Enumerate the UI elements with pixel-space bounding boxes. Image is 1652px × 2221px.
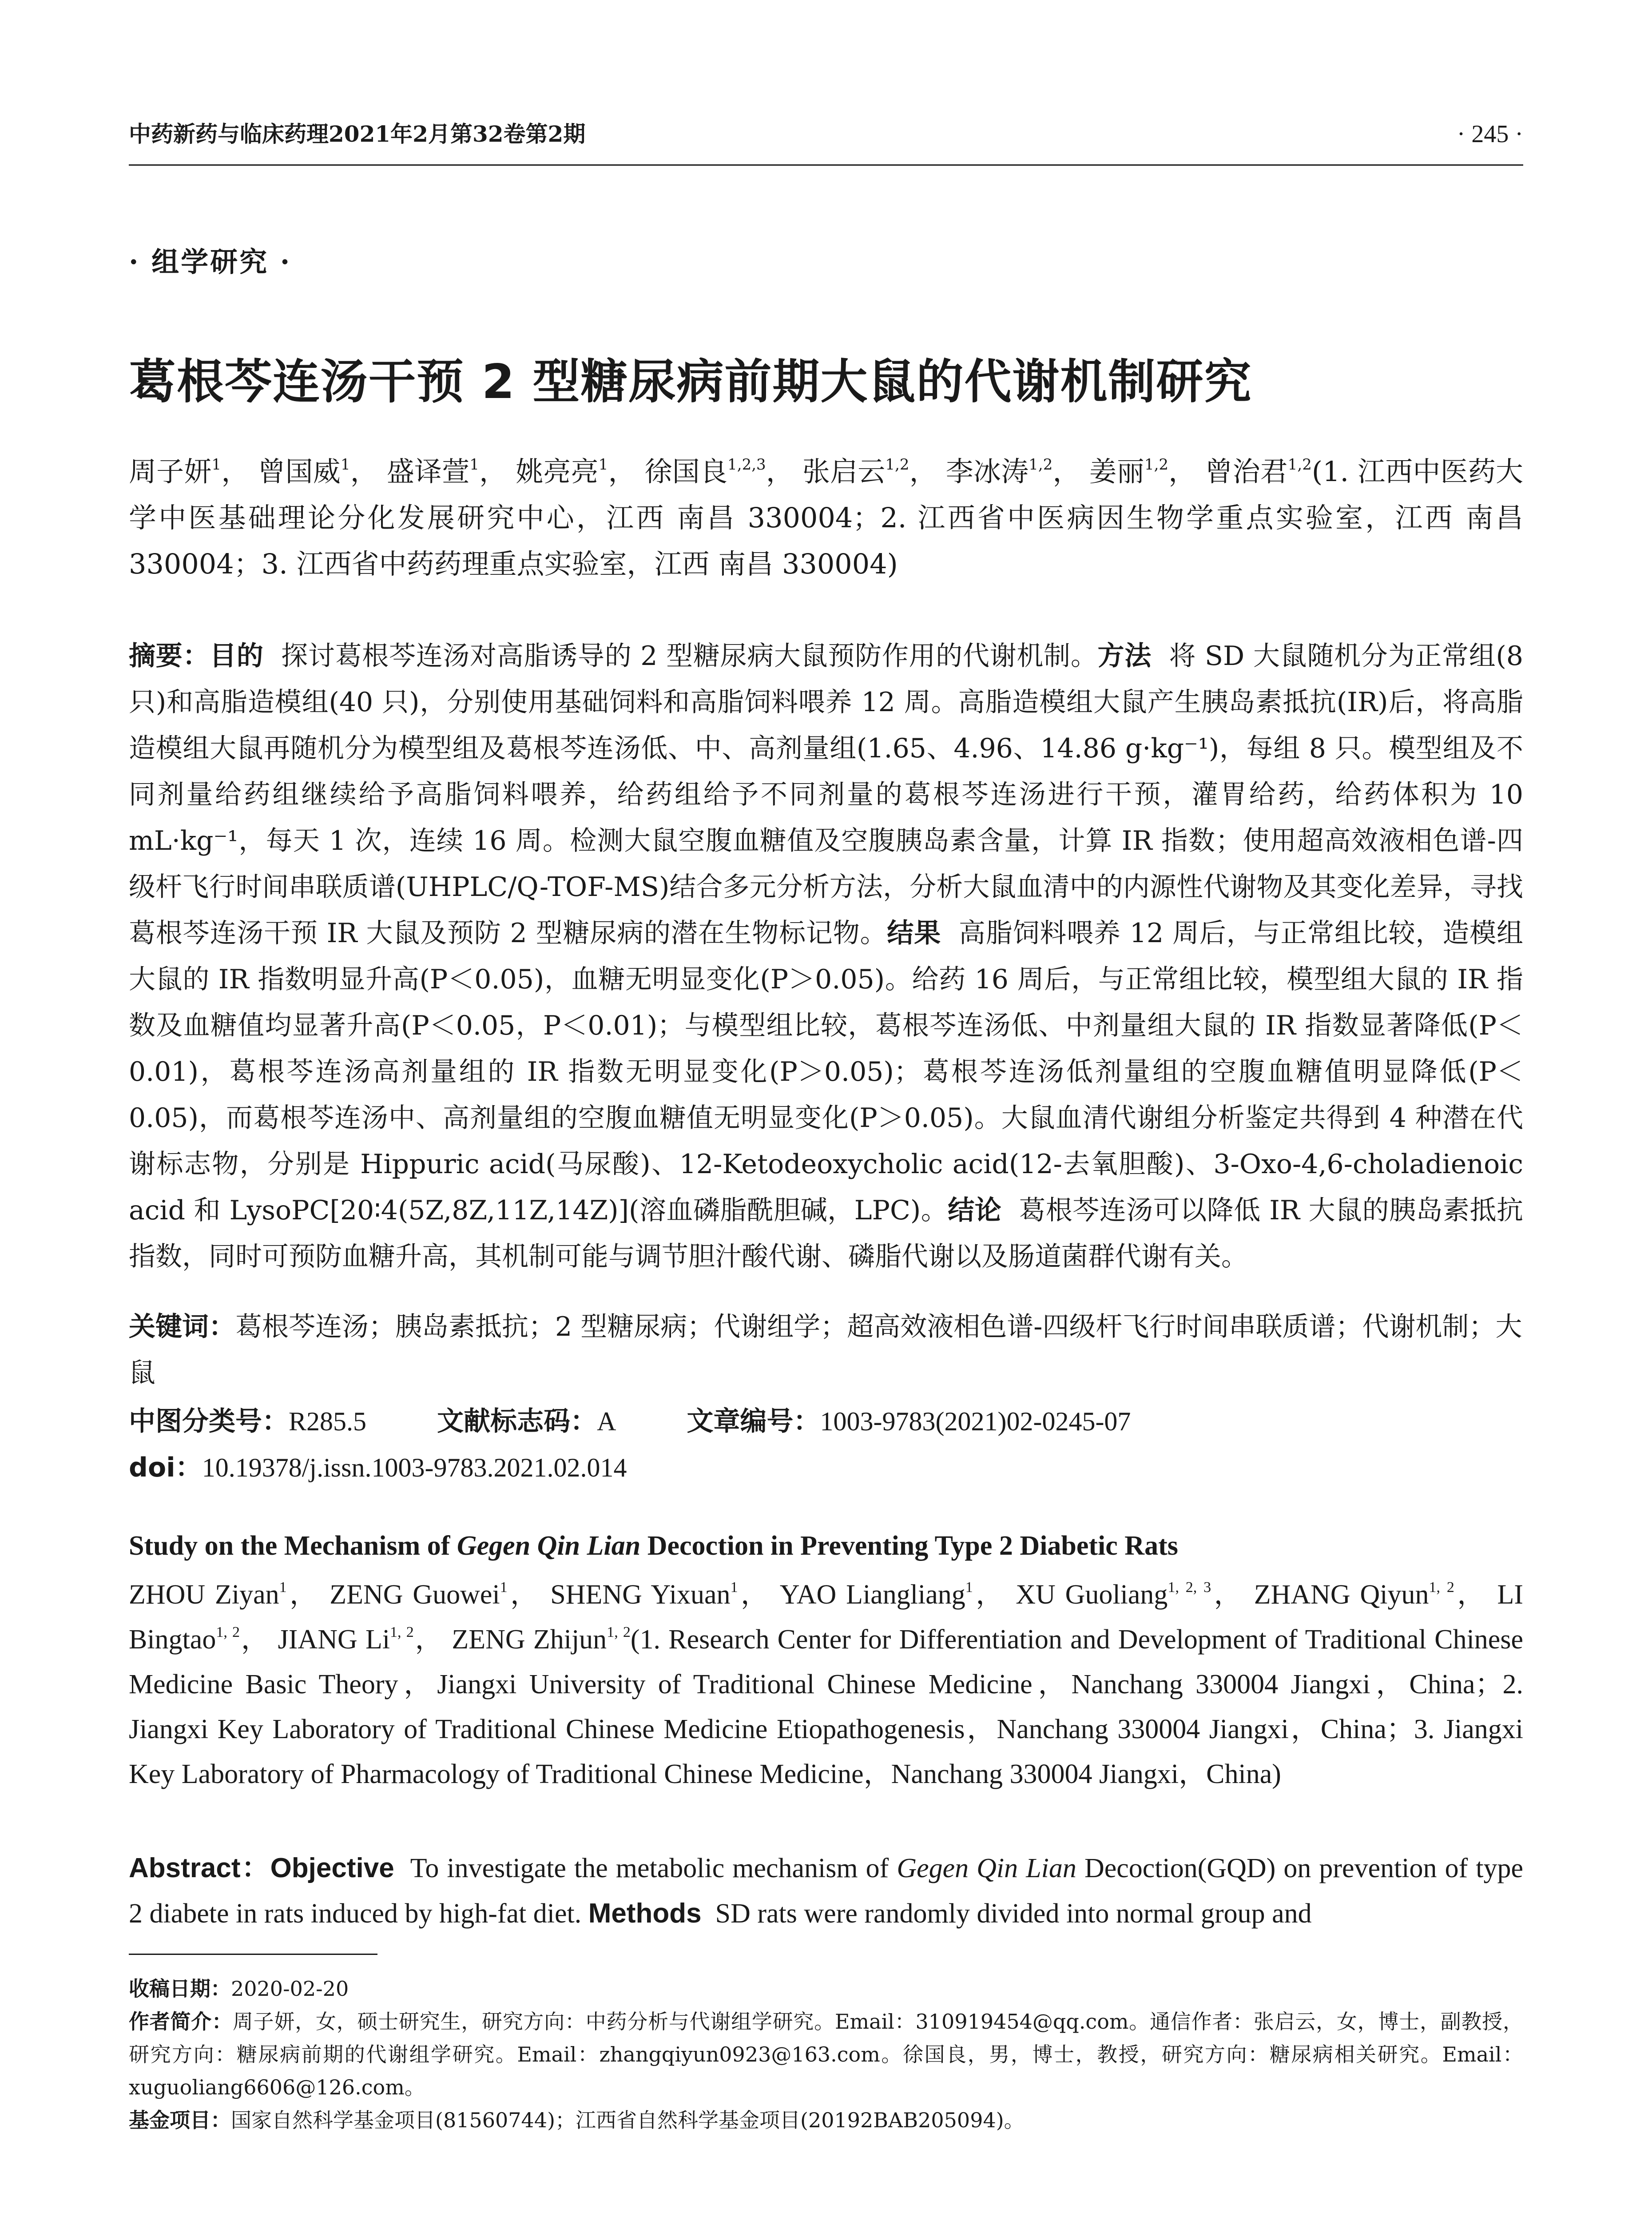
received-label: 收稿日期： <box>129 1977 231 2001</box>
author-affiliation-mark: 1 <box>279 1579 287 1596</box>
author-affiliation-mark: 1 <box>730 1579 738 1596</box>
objective-en-label: Objective <box>270 1853 394 1883</box>
author-name-en: ZHANG Qiyun <box>1254 1580 1429 1610</box>
author-bio-label: 作者简介： <box>129 2010 233 2034</box>
methods-text: 将 SD 大鼠随机分为正常组(8 只)和高脂造模组(40 只)，分别使用基础饲料和高脂饲料喂养 12 周。高脂造模组大鼠产生胰岛素抵抗(IR)后，将高脂造模组大鼠再随机分为模型组及葛根芩连汤低、中、高剂量组(1.65、4.96、14.86 g·kg⁻¹)，每组 8 只。模型组及不同剂量给药组继续给予高脂饲料喂养，给药组给予不同剂量的葛根芩连汤进行干预，灌胃给药，给药体积为 10 mL·kg⁻¹，每天 1 次，连续 16 周。检测大鼠空腹血糖值及空腹胰岛素含量，计算 IR 指数；使用超高效液相色谱-四级杆飞行时间串联质谱(UHPLC/Q-TOF-MS)结合多元分析方法，分析大鼠血清中的内源性代谢物及其变化差异，寻找葛根芩连汤干预 IR 大鼠及预防 2 型糖尿病的潜在生物标记物。 <box>129 641 1524 949</box>
header-divider <box>129 164 1523 166</box>
objective-en-italic: Gegen Qin Lian <box>897 1853 1076 1883</box>
clc-label: 中图分类号： <box>129 1406 289 1437</box>
author-affiliation-mark: 1, 2, 3 <box>1168 1579 1211 1596</box>
author-name: 曾国威 <box>258 455 341 488</box>
author-name: 盛译萱 <box>386 455 470 488</box>
author-affiliation-mark: 1,2,3 <box>727 456 766 474</box>
author-affiliation-mark: 1, 2 <box>390 1624 414 1640</box>
fund-label: 基金项目： <box>129 2108 231 2132</box>
doc-code-value: A <box>597 1407 616 1436</box>
objective-label: 目的 <box>210 641 264 672</box>
classification-line <box>129 1398 1523 1445</box>
footnote-received <box>129 1972 1523 2005</box>
author-affiliation-mark: 1 <box>598 456 608 474</box>
author-name: 曾治君 <box>1205 455 1288 488</box>
author-affiliation-mark: 1 <box>500 1579 508 1596</box>
author-affiliation-mark: 1 <box>211 456 222 474</box>
article-no-label: 文章编号： <box>687 1406 820 1437</box>
results-text: 高脂饲料喂养 12 周后，与正常组比较，造模组大鼠的 IR 指数明显升高(P＜0.05)，血糖无明显变化(P＞0.05)。给药 16 周后，与正常组比较，模型组大鼠的 IR 指数及血糖值均显著升高(P＜0.05，P＜0.01)；与模型组比较，葛根芩连汤低、中剂量组大鼠的 IR 指数显著降低(P＜0.01)，葛根芩连汤高剂量组的 IR 指数无明显变化(P＞0.05)；葛根芩连汤低剂量组的空腹血糖值明显降低(P＜0.05)，而葛根芩连汤中、高剂量组的空腹血糖值无明显变化(P＞0.05)。大鼠血清代谢组分析鉴定共得到 4 种潜在代谢标志物，分别是 Hippuric acid(马尿酸)、12-Ketodeoxycholic acid(12-去氧胆酸)、3-Oxo-4,6-choladienoic acid 和 LysoPC[20∶4(5Z,8Z,11Z,14Z)](溶血磷脂酰胆碱，LPC)。 <box>129 918 1524 1226</box>
article-title-cn: 葛根芩连汤干预 2 型糖尿病前期大鼠的代谢机制研究 <box>129 354 1252 409</box>
doi-label: doi： <box>129 1452 202 1483</box>
clc-value: R285.5 <box>289 1407 367 1436</box>
author-name: 姚亮亮 <box>516 455 599 488</box>
doi-link[interactable]: 10.19378/j.issn.1003-9783.2021.02.014 <box>202 1453 627 1482</box>
results-label: 结果 <box>887 918 941 949</box>
author-name-en: XU Guoliang <box>1016 1580 1168 1610</box>
title-en-part: Study on the Mechanism of <box>129 1531 457 1561</box>
article-no-value: 1003-9783(2021)02-0245-07 <box>820 1407 1131 1436</box>
footnote-author <box>129 2005 1523 2104</box>
doc-code-label: 文献标志码： <box>437 1406 597 1437</box>
author-name-en: ZENG Guowei <box>330 1580 500 1610</box>
keywords-label: 关键词： <box>129 1311 235 1342</box>
author-affiliation-mark: 1,2 <box>1287 456 1312 474</box>
article-title-en <box>129 1530 1523 1562</box>
footnote-fund <box>129 2104 1523 2137</box>
author-name: 周子妍 <box>129 455 212 488</box>
journal-issue: 中药新药与临床药理2021年2月第32卷第2期 <box>129 121 586 147</box>
author-affiliation-mark: 1, 2 <box>216 1624 240 1640</box>
author-affiliation-mark: 1, 2 <box>607 1624 631 1640</box>
conclusion-label: 结论 <box>948 1195 1002 1226</box>
footnotes <box>129 1972 1523 2137</box>
page-number: · 245 · <box>1457 120 1523 148</box>
abstract-label: 摘要： <box>129 641 210 672</box>
authors-cn: 周子妍$^1$， 曾国威$^1$， 盛译萱$^1$， 姚亮亮$^1$， 徐国良$^{1,2,3}$， 张启云$^{1,2}$， 李冰涛$^{1,2}$， 姜丽$^{1,2}$， 曾治君$^{1,2}$(1. 江西中医药大学中医基础理论分化发展研究中心，江西 南昌 330004；2. 江西省中医病因生物学重点实验室，江西 南昌 330004；3. 江西省中药药理重点实验室，江西 南昌 330004) <box>129 455 1523 580</box>
author-name-en: JIANG Li <box>278 1624 390 1655</box>
keywords-text: 葛根芩连汤；胰岛素抵抗；2 型糖尿病；代谢组学；超高效液相色谱-四级杆飞行时间串联质谱；代谢机制；大鼠 <box>129 1311 1522 1389</box>
objective-en-text: Decoction(GQD) on prevention of type 2 diabete in rats induced by high-fat diet. <box>129 1853 1523 1929</box>
author-name-en: SHENG Yixuan <box>550 1580 731 1610</box>
received-date: 2020-02-20 <box>231 1977 349 2001</box>
author-name: 姜丽 <box>1089 455 1144 488</box>
doi-line <box>129 1445 627 1491</box>
fund-text: 国家自然科学基金项目(81560744)；江西省自然科学基金项目(20192BAB205094)。 <box>231 2108 1025 2132</box>
author-affiliation-mark: 1 <box>340 456 350 474</box>
objective-text: 探讨葛根芩连汤对高脂诱导的 2 型糖尿病大鼠预防作用的代谢机制。 <box>281 641 1098 672</box>
conclusion-text: 葛根芩连汤可以降低 IR 大鼠的胰岛素抵抗指数，同时可预防血糖升高，其机制可能与调节胆汁酸代谢、磷脂代谢以及肠道菌群代谢有关。 <box>129 1195 1524 1272</box>
methods-en-label: Methods <box>588 1898 702 1929</box>
author-affiliation-mark: 1,2 <box>885 456 909 474</box>
affiliations-cn: (1. 江西中医药大学中医基础理论分化发展研究中心，江西 南昌 330004；2. 江西省中医病因生物学重点实验室，江西 南昌 330004；3. 江西省中药药理重点实验室，江西 南昌 330004) <box>129 455 1523 580</box>
abstract-en-label: Abstract： <box>129 1853 270 1883</box>
author-affiliation-mark: 1 <box>965 1579 973 1596</box>
abstract-en <box>129 1846 1523 1936</box>
author-name-en: YAO Liangliang <box>779 1580 965 1610</box>
author-name: 张启云 <box>802 455 886 488</box>
affiliations-en: (1. Research Center for Differentiation and Development of Traditional Chinese Medicine Basic Theory，Jiangxi University of Traditional Chinese Medicine，Nanchang 330004 Jiangxi，China；2. Jiangxi Key Laboratory of Traditional Chinese Medicine Etiopathogenesis，Nanchang 330004 Jiangxi，China；3. Jiangxi Key Laboratory of Pharmacology of Traditional Chinese Medicine，Nanchang 330004 Jiangxi，China) <box>129 1624 1523 1789</box>
title-en-part: Decoction in Preventing Type 2 Diabetic Rats <box>640 1531 1178 1561</box>
column-label: · 组学研究 · <box>129 246 292 278</box>
author-name: 徐国良 <box>644 455 728 488</box>
author-name: 李冰涛 <box>945 455 1029 488</box>
author-name-en: ZHOU Ziyan <box>129 1580 279 1610</box>
authors-en: ZHOU Ziyan$^1$， ZENG Guowei$^1$， SHENG Yixuan$^1$， YAO Liangliang$^1$， XU Guoliang$^{1, 2, 3}$， ZHANG Qiyun$^{1, 2}$， LI Bingtao$^{1, 2}$， JIANG Li$^{1, 2}$， ZENG Zhijun$^{1, 2}$(1. Research Center for Differentiation and Development of Traditional Chinese Medicine Basic Theory，Jiangxi University of Traditional Chinese Medicine，Nanchang 330004 Jiangxi，China；2. Jiangxi Key Laboratory of Traditional Chinese Medicine Etiopathogenesis，Nanchang 330004 Jiangxi，China；3. Jiangxi Key Laboratory of Pharmacology of Traditional Chinese Medicine，Nanchang 330004 Jiangxi，China) <box>129 1579 1523 1789</box>
author-affiliation-mark: 1,2 <box>1144 456 1169 474</box>
abstract-cn <box>129 633 1523 1280</box>
running-header <box>129 116 1523 152</box>
author-affiliation-mark: 1,2 <box>1029 456 1053 474</box>
author-affiliation-mark: 1 <box>469 456 479 474</box>
methods-label: 方法 <box>1097 641 1152 672</box>
objective-en-text: To investigate the metabolic mechanism of <box>410 1853 897 1883</box>
author-bio-text: 周子妍，女，硕士研究生，研究方向：中药分析与代谢组学研究。Email：310919454@qq.com。通信作者：张启云，女，博士，副教授，研究方向：糖尿病前期的代谢组学研究。Email：zhangqiyun0923@163.com。徐国良，男，博士，教授，研究方向：糖尿病相关研究。Email：xuguoliang6606@126.com。 <box>129 2010 1524 2099</box>
author-name-en: LI Bingtao <box>129 1580 1523 1655</box>
author-name-en: ZENG Zhijun <box>452 1624 607 1655</box>
title-en-italic: Gegen Qin Lian <box>457 1531 641 1561</box>
author-affiliation-mark: 1, 2 <box>1429 1579 1454 1596</box>
methods-en-text: SD rats were randomly divided into normal group and <box>715 1899 1312 1929</box>
keywords-cn <box>129 1304 1523 1396</box>
footnote-divider <box>129 1954 377 1955</box>
